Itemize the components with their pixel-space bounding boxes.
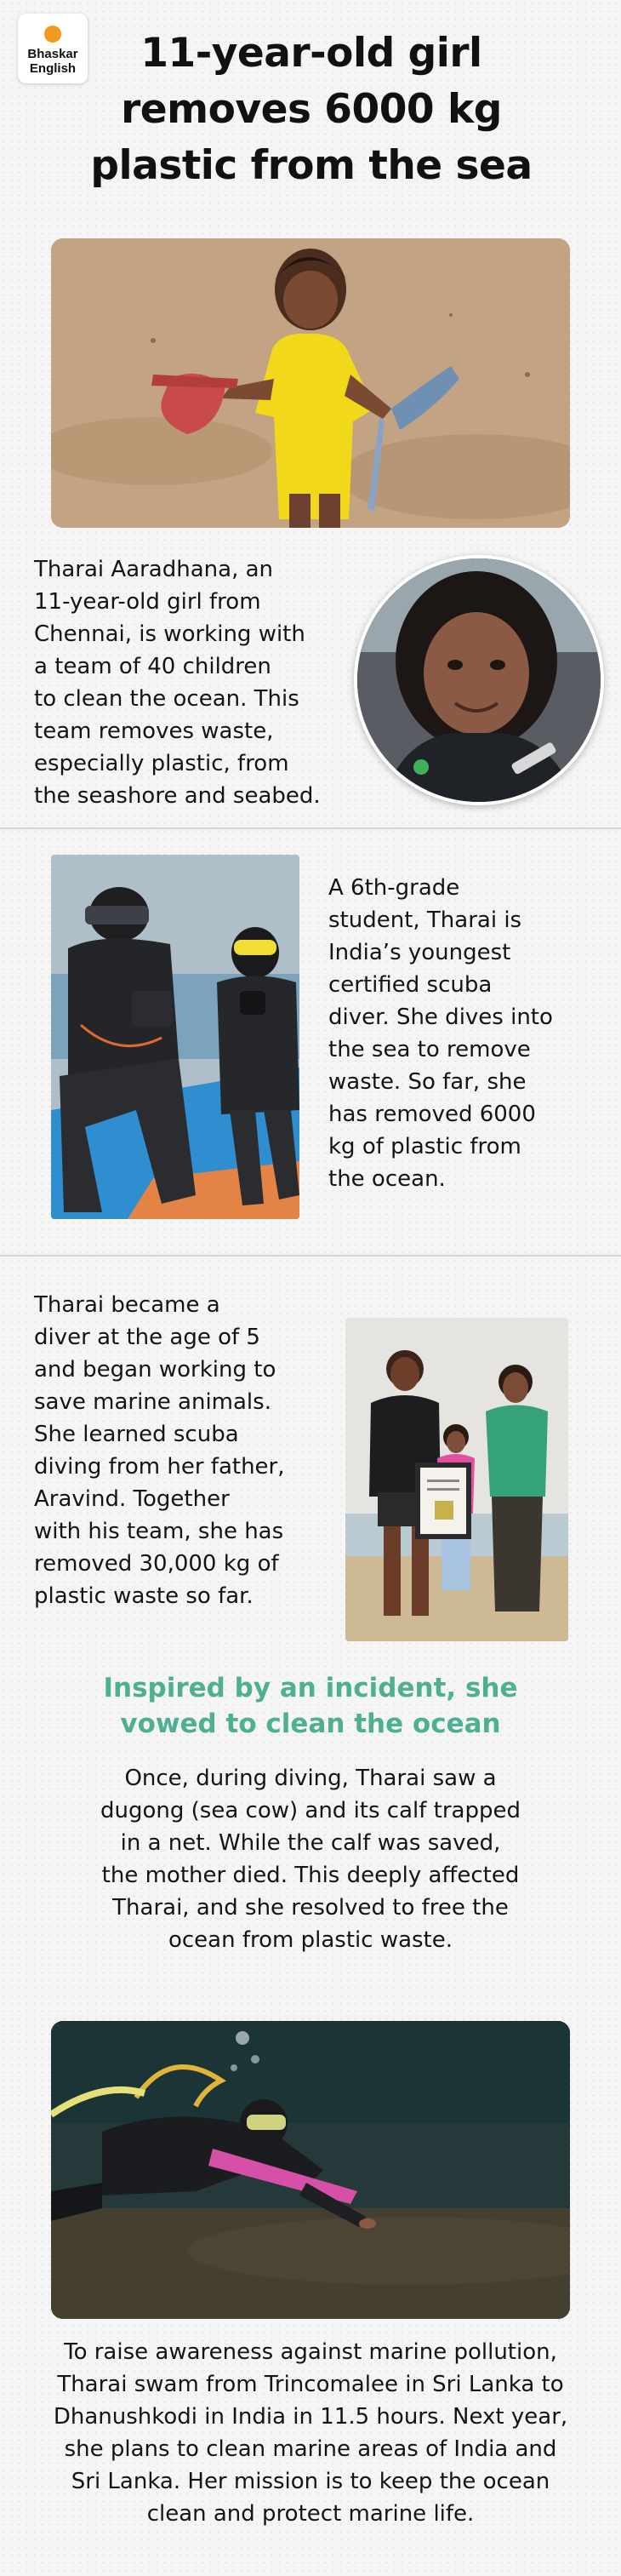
section-4-text: Once, during diving, Tharai saw a dugong (sea cow) and its calf trapped in a net. While the calf was saved, the mother died. This deeply affected Tharai, and she resolved to free the ocean from plastic waste. bbox=[100, 1766, 521, 1953]
logo-line-2: English bbox=[29, 61, 77, 76]
section-2-text: A 6th-grade student, Tharai is India’s youngest certified scuba diver. She dives into the sea to remove waste. So far, she has removed 6000 kg of plastic from the ocean. bbox=[328, 875, 553, 1192]
divers-boat-photo bbox=[51, 855, 299, 1219]
logo-line-1: Bhaskar bbox=[27, 47, 78, 61]
incident-heading: Inspired by an incident, she vowed to clean the ocean bbox=[103, 1673, 518, 1739]
section-3-text: Tharai became a diver at the age of 5 and began working to save marine animals. She learned scuba diving from her father, Aravind. Together with his team, she has removed 30,000 kg of plastic waste so far. bbox=[34, 1292, 285, 1609]
family-certificate-photo bbox=[345, 1318, 568, 1641]
page-title: 11-year-old girl removes 6000 kg plastic from the sea bbox=[90, 30, 533, 189]
underwater-diver-photo bbox=[51, 2021, 570, 2319]
divider-2 bbox=[0, 1255, 621, 1257]
section-1-text: Tharai Aaradhana, an 11-year-old girl from Chennai, is working with a team of 40 children to clean the ocean. This team removes waste, especially plastic, from the seashore and seabed. bbox=[34, 557, 321, 809]
diver-girl-portrait bbox=[354, 555, 604, 805]
divider-1 bbox=[0, 827, 621, 829]
beach-girl-photo bbox=[51, 238, 570, 528]
logo-dot-icon bbox=[44, 26, 61, 43]
section-5-text: To raise awareness against marine pollution, Tharai swam from Trincomalee in Sri Lanka to Dhanushkodi in India in 11.5 hours. Next year, she plans to clean marine areas of India and Sri Lanka. Her mission is to keep the ocean clean and protect marine life. bbox=[53, 2339, 568, 2527]
